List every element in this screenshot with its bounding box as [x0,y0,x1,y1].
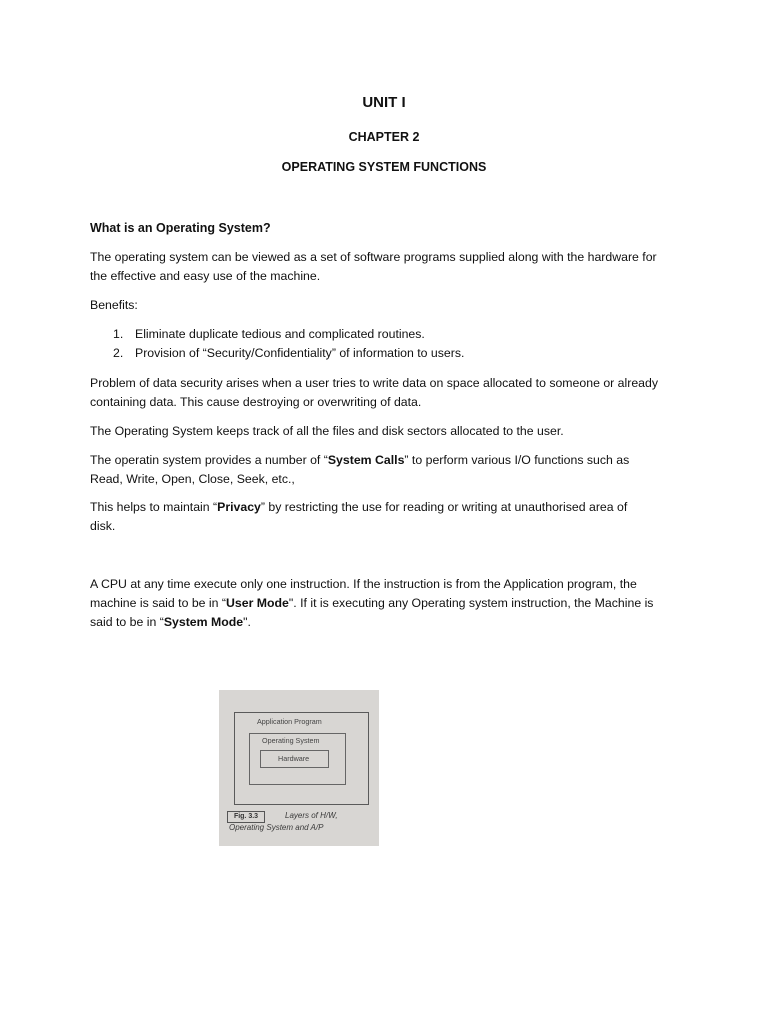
benefit-number-1: 1. [113,327,124,341]
benefit-text-1: Eliminate duplicate tedious and complicated routines. [135,327,425,341]
layers-figure [219,690,379,846]
benefit-item-1 [113,325,425,344]
application-layer-label: Application Program [257,717,322,726]
cpu-line-1: A CPU at any time execute only one instruction. If the instruction is from the Application program, the [90,577,637,591]
user-mode-term: User Mode [226,596,289,610]
system-calls-line-2: Read, Write, Open, Close, Seek, etc., [90,472,295,486]
cpu-mode-paragraph [90,575,680,632]
system-calls-text-a: The operatin system provides a number of “ [90,453,328,467]
security-paragraph [90,374,680,412]
system-calls-term: System Calls [327,453,405,467]
benefit-number-2: 2. [113,346,124,360]
privacy-text-a: This helps to maintain “ [90,500,218,514]
intro-line-1: The operating system can be viewed as a set of software programs supplied along with the hardware for [90,250,657,264]
unit-title: UNIT I [362,94,406,111]
benefit-item-2 [113,344,464,363]
security-line-2: containing data. This cause destroying or overwriting of data. [90,395,422,409]
privacy-term: Privacy [217,500,261,514]
hardware-layer-label: Hardware [278,754,310,763]
system-calls-text-b: ” to perform various I/O functions such as [404,453,630,467]
tracking-paragraph: The Operating System keeps track of all the files and disk sectors allocated to the user. [90,424,564,438]
os-layer-label: Operating System [262,736,320,745]
figure-caption-line-2: Operating System and A/P [229,823,324,832]
cpu-text-c: said to be in “ [90,615,164,629]
system-calls-paragraph [90,451,680,489]
figure-number: Fig. 3.3 [227,811,265,823]
system-mode-term: System Mode [163,615,244,629]
cpu-text-a: machine is said to be in “ [90,596,227,610]
benefits-label: Benefits: [90,298,138,312]
system-calls-line-1 [90,451,680,470]
intro-paragraph [90,248,680,286]
security-line-1: Problem of data security arises when a user tries to write data on space allocated to someone or already [90,376,659,390]
figure-caption-line-1: Layers of H/W, [285,811,338,820]
topic-title: OPERATING SYSTEM FUNCTIONS [281,160,487,174]
section-heading: What is an Operating System? [90,221,271,235]
cpu-line-2 [90,594,680,613]
privacy-text-b: ” by restricting the use for reading or writing at unauthorised area of [260,500,628,514]
benefit-text-2: Provision of “Security/Confidentiality” of information to users. [135,346,465,360]
cpu-line-3 [90,613,680,632]
privacy-paragraph [90,498,680,536]
cpu-text-b: ". If it is executing any Operating system instruction, the Machine is [288,596,654,610]
cpu-text-d: ". [243,615,251,629]
privacy-line-2: disk. [90,519,116,533]
intro-line-2: the effective and easy use of the machine. [90,269,321,283]
privacy-line-1 [90,498,680,517]
chapter-title: CHAPTER 2 [348,130,420,144]
